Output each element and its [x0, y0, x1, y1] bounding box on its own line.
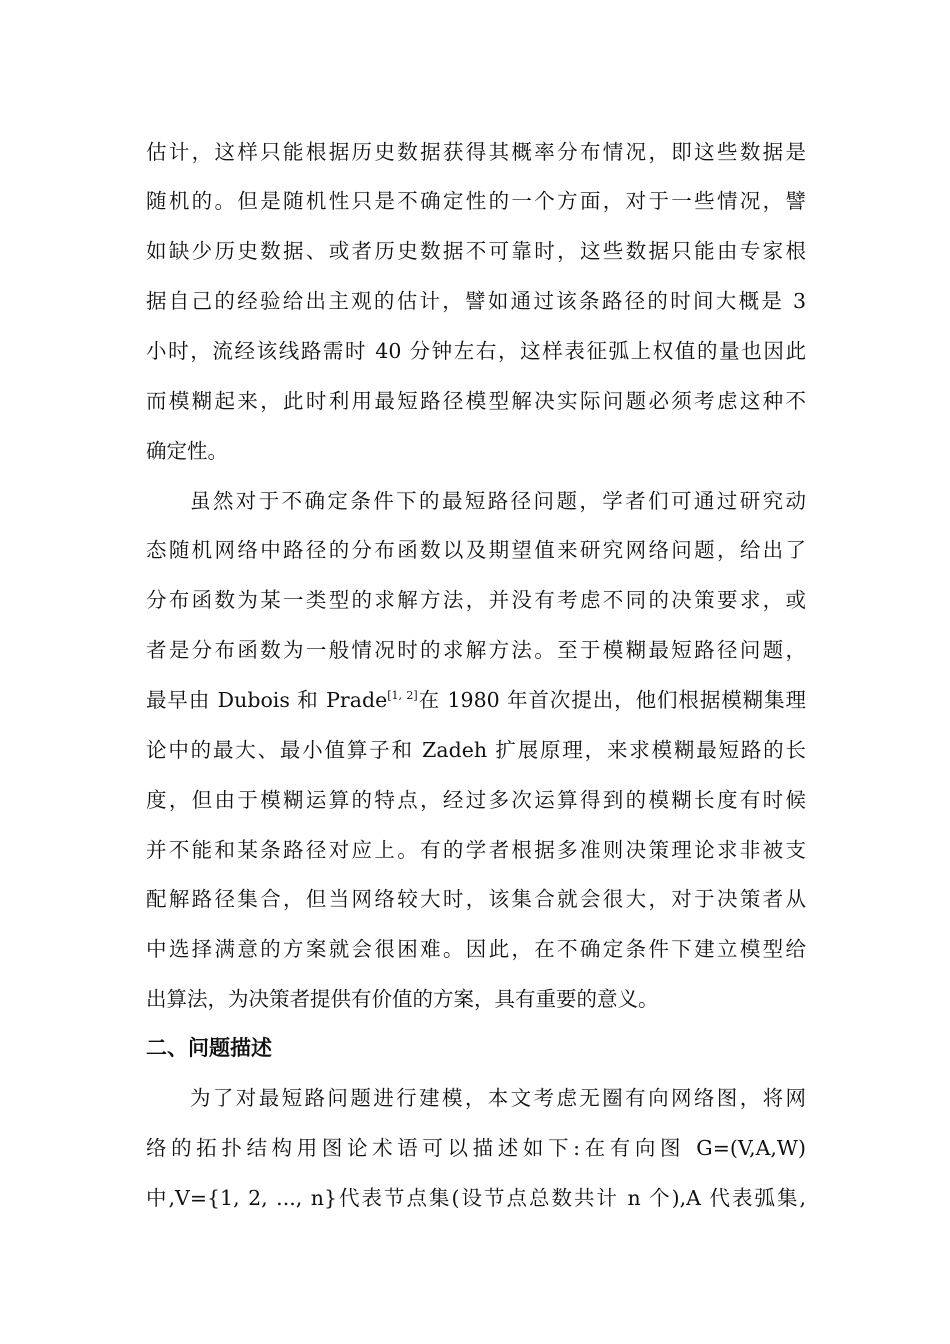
paragraph-line: 估计，这样只能根据历史数据获得其概率分布情况，即这些数据是	[146, 140, 806, 164]
paragraph-line: 度，但由于模糊运算的特点，经过多次运算得到的模糊长度有时候	[146, 788, 806, 812]
paragraph-line: 配解路径集合，但当网络较大时，该集合就会很大，对于决策者从	[146, 887, 806, 911]
citation-line	[146, 685, 806, 715]
paragraph-line: 并不能和某条路径对应上。有的学者根据多准则决策理论求非被支	[146, 838, 806, 862]
paragraph-line: 中选择满意的方案就会很困难。因此，在不确定条件下建立模型给	[146, 937, 806, 961]
paragraph-line: 如缺少历史数据、或者历史数据不可靠时，这些数据只能由专家根	[146, 239, 806, 263]
paragraph-line: 者是分布函数为一般情况时的求解方法。至于模糊最短路径问题，	[146, 638, 806, 662]
paragraph-line: 态随机网络中路径的分布函数以及期望值来研究网络问题，给出了	[146, 538, 806, 562]
paragraph-line: 而模糊起来，此时利用最短路径模型解决实际问题必须考虑这种不	[146, 389, 806, 413]
paragraph-line: 据自己的经验给出主观的估计，譬如通过该条路径的时间大概是 3	[146, 289, 806, 313]
paragraph-line: 出算法，为决策者提供有价值的方案，具有重要的意义。	[146, 987, 659, 1011]
paragraph-line: 为了对最短路问题进行建模，本文考虑无圈有向网络图，将网	[190, 1086, 806, 1110]
paragraph-line: 小时，流经该线路需时 40 分钟左右，这样表征弧上权值的量也因此	[146, 339, 806, 363]
citation-reference[interactable]: [1, 2]	[387, 689, 418, 702]
citation-line-after: 在 1980 年首次提出，他们根据模糊集理	[417, 688, 806, 712]
paragraph-line: 分布函数为某一类型的求解方法，并没有考虑不同的决策要求，或	[146, 588, 806, 612]
citation-line-before: 最早由 Dubois 和 Prade	[146, 688, 388, 712]
paragraph-line: 随机的。但是随机性只是不确定性的一个方面，对于一些情况，譬	[146, 189, 806, 213]
paragraph-line: 确定性。	[146, 439, 228, 463]
section-heading: 二、问题描述	[146, 1036, 272, 1060]
paragraph-line: 中,V={1, 2, ..., n}代表节点集(设节点总数共计 n 个),A 代表弧集,	[146, 1186, 806, 1210]
paragraph-line: 络的拓扑结构用图论术语可以描述如下:在有向图 G=(V,A,W)	[146, 1136, 806, 1160]
paragraph-line: 论中的最大、最小值算子和 Zadeh 扩展原理，来求模糊最短路的长	[146, 738, 806, 762]
paragraph-line: 虽然对于不确定条件下的最短路径问题，学者们可通过研究动	[190, 489, 806, 513]
